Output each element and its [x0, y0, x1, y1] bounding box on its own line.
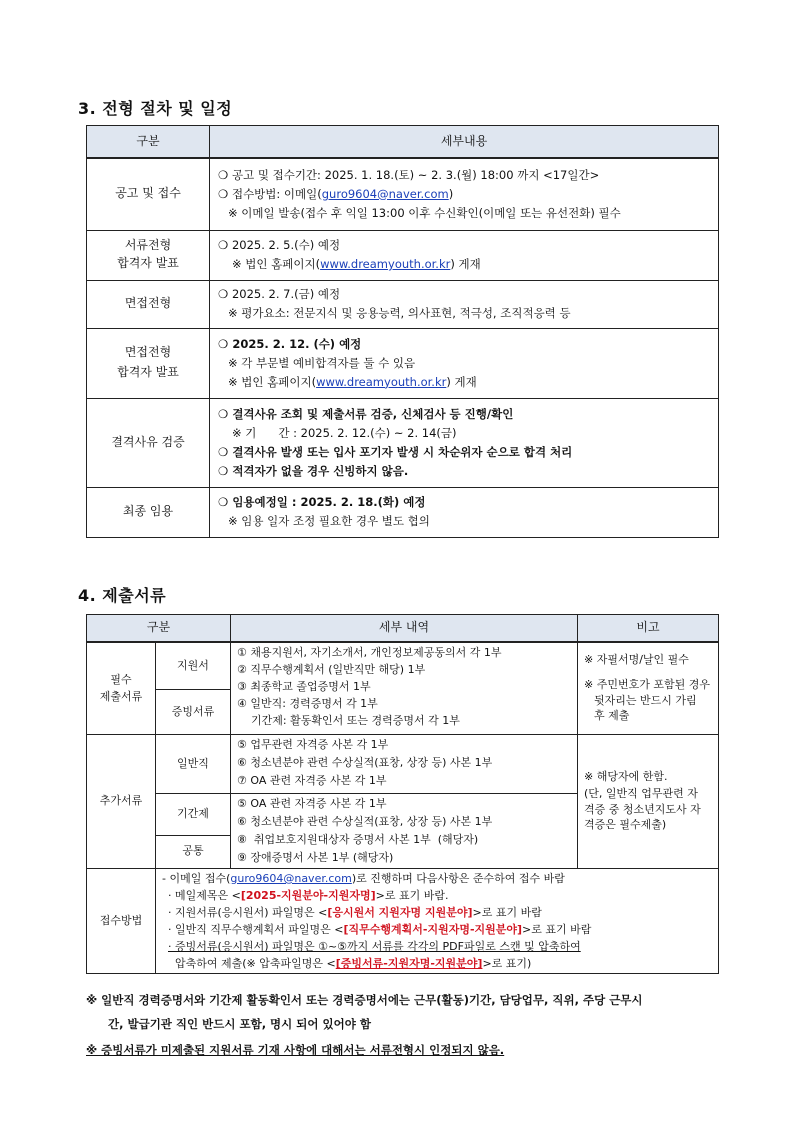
sub-label-proof: 증빙서류 — [156, 690, 231, 735]
list-item: ⑤ OA 관련 자격증 사본 각 1부 — [237, 797, 387, 810]
note-proof-required: ※ 증빙서류가 미제출된 지원서류 기재 사항에 대해서는 서류전형시 인정되지 않음. — [86, 1043, 505, 1057]
required-docs-label: 필수 제출서류 — [87, 642, 156, 735]
row-details — [210, 158, 719, 230]
header-category: 구분 — [87, 126, 210, 159]
homepage-link[interactable]: www.dreamyouth.or.kr — [316, 374, 447, 389]
table-row — [87, 642, 719, 690]
list-item: ⑦ OA 관련 자격증 사본 각 1부 — [237, 774, 387, 787]
list-item: ② 직무수행계획서 (일반직만 해당) 1부 — [237, 663, 426, 676]
detail-line: - 이메일 접수(guro9604@naver.com)로 진행하며 다음사항은 준수하여 접수 바람 — [162, 872, 565, 885]
row-category: 공고 및 접수 — [87, 158, 210, 230]
detail-line: · 지원서류(응시원서) 파일명은 <[응시원서 지원자명 지원분야]>로 표기 바람 — [168, 906, 542, 919]
detail-line: ❍ 공고 및 접수기간: 2025. 1. 18.(토) ~ 2. 3.(월) 18:00 까지 <17일간> — [218, 167, 600, 182]
detail-line: ❍ 2025. 2. 7.(금) 예정 — [218, 287, 341, 301]
required-remarks: ※ 자필서명/날인 필수 ※ 주민번호가 포함된 경우 뒷자리는 반드시 가림 후 제출 — [578, 642, 719, 735]
additional-docs-label: 추가서류 — [87, 735, 156, 869]
detail-line: ❍ 결격사유 발생 또는 입사 포기자 발생 시 차순위자 순으로 합격 처리 — [218, 444, 573, 459]
header-remarks: 비고 — [578, 615, 719, 643]
header-details: 세부내용 — [210, 126, 719, 159]
row-category: 면접전형 합격자 발표 — [87, 328, 210, 398]
documents-header-row — [87, 615, 719, 643]
detail-line: ※ 기 간 : 2025. 2. 12.(수) ~ 2. 14(금) — [232, 425, 457, 440]
note-career-certificate-cont: 간, 발급기관 직인 반드시 포함, 명시 되어 있어야 함 — [108, 1017, 371, 1031]
header-category: 구분 — [87, 615, 231, 643]
row-category: 결격사유 검증 — [87, 398, 210, 487]
detail-line: ※ 이메일 발송(접수 후 익일 13:00 이후 수신확인(이메일 또는 유선전화) 필수 — [228, 205, 621, 220]
sub-label-contract: 기간제 — [156, 794, 231, 836]
section3-title: 3. 전형 절차 및 일정 — [78, 99, 233, 118]
table-row — [87, 869, 719, 974]
table-row — [87, 735, 719, 794]
list-item: ⑧ 취업보호지원대상자 증명서 사본 1부 (해당자) — [237, 833, 479, 846]
table-row — [87, 328, 719, 398]
row-details — [210, 230, 719, 280]
schedule-header-row — [87, 126, 719, 159]
list-item: ⑤ 업무관련 자격증 사본 각 1부 — [237, 738, 389, 751]
table-row — [87, 487, 719, 537]
email-link[interactable]: guro9604@naver.com — [321, 186, 449, 201]
schedule-table — [86, 125, 719, 538]
detail-line: ❍ 접수방법: 이메일(guro9604@naver.com) — [218, 186, 454, 201]
detail-line: ※ 법인 홈페이지(www.dreamyouth.or.kr) 게재 — [232, 257, 481, 271]
detail-line: ❍ 결격사유 조회 및 제출서류 검증, 신체검사 등 진행/확인 — [218, 406, 514, 421]
list-item: ④ 일반직: 경력증명서 각 1부 — [237, 697, 378, 710]
table-row — [87, 158, 719, 230]
table-row — [87, 280, 719, 328]
detail-line: · 증빙서류(응시원서) 파일명은 ①~⑤까지 서류를 각각의 PDF파일로 스캔 및 압축하여 — [168, 940, 581, 953]
list-item: ⑥ 청소년분야 관련 수상실적(표창, 상장 등) 사본 1부 — [237, 815, 493, 828]
list-item: ⑥ 청소년분야 관련 수상실적(표창, 상장 등) 사본 1부 — [237, 756, 493, 769]
detail-line: · 메일제목은 <[2025-지원분야-지원자명]>로 표기 바람. — [168, 889, 449, 902]
method-details — [156, 869, 719, 974]
detail-line: ※ 법인 홈페이지(www.dreamyouth.or.kr) 게재 — [228, 374, 477, 389]
detail-line: 압축하여 제출(※ 압축파일명은 <[증빙서류-지원자명-지원분야]>로 표기) — [168, 957, 532, 970]
section4-title: 4. 제출서류 — [78, 586, 167, 605]
documents-table — [86, 614, 719, 974]
detail-line: ❍ 2025. 2. 12. (수) 예정 — [218, 336, 362, 351]
row-category: 면접전형 — [87, 280, 210, 328]
list-item: ① 채용지원서, 자기소개서, 개인정보제공동의서 각 1부 — [237, 646, 502, 659]
additional-docs-contract — [231, 794, 578, 869]
row-details — [210, 398, 719, 487]
detail-line: ❍ 2025. 2. 5.(수) 예정 — [218, 238, 341, 252]
detail-line: ※ 각 부문별 예비합격자를 둘 수 있음 — [228, 355, 416, 370]
homepage-link[interactable]: www.dreamyouth.or.kr — [320, 257, 451, 271]
row-category: 서류전형 합격자 발표 — [87, 230, 210, 280]
detail-line: ❍ 임용예정일 : 2025. 2. 18.(화) 예정 — [218, 495, 426, 509]
table-row — [87, 398, 719, 487]
additional-docs-general — [231, 735, 578, 794]
list-item: ⑨ 장애증명서 사본 1부 (해당자) — [237, 851, 394, 864]
row-details — [210, 487, 719, 537]
detail-line: ※ 임용 일자 조정 필요한 경우 별도 협의 — [228, 514, 430, 528]
required-docs-list — [231, 642, 578, 735]
row-details — [210, 328, 719, 398]
sub-label-application: 지원서 — [156, 642, 231, 690]
email-link[interactable]: guro9604@naver.com — [230, 872, 352, 885]
detail-line: ※ 평가요소: 전문지식 및 응용능력, 의사표현, 적극성, 조직적응력 등 — [228, 306, 571, 320]
detail-line: ❍ 적격자가 없을 경우 신빙하지 않음. — [218, 463, 409, 478]
table-row — [87, 230, 719, 280]
row-category: 최종 임용 — [87, 487, 210, 537]
sub-label-common: 공통 — [156, 835, 231, 868]
sub-label-general: 일반직 — [156, 735, 231, 794]
list-item: ③ 최종학교 졸업증명서 1부 — [237, 680, 371, 693]
header-details: 세부 내역 — [231, 615, 578, 643]
additional-remarks: ※ 해당자에 한함. (단, 일반직 업무관련 자 격증 중 청소년지도사 자 격증은 필수제출) — [578, 735, 719, 869]
list-item: 기간제: 활동확인서 또는 경력증명서 각 1부 — [237, 714, 460, 727]
method-label: 접수방법 — [87, 869, 156, 974]
row-details — [210, 280, 719, 328]
detail-line: · 일반직 직무수행계획서 파일명은 <[직무수행계획서-지원자명-지원분야]>로 표기 바람 — [168, 923, 592, 936]
note-career-certificate: ※ 일반직 경력증명서와 기간제 활동확인서 또는 경력증명서에는 근무(활동)기간, 담당업무, 직위, 주당 근무시 — [86, 993, 643, 1007]
